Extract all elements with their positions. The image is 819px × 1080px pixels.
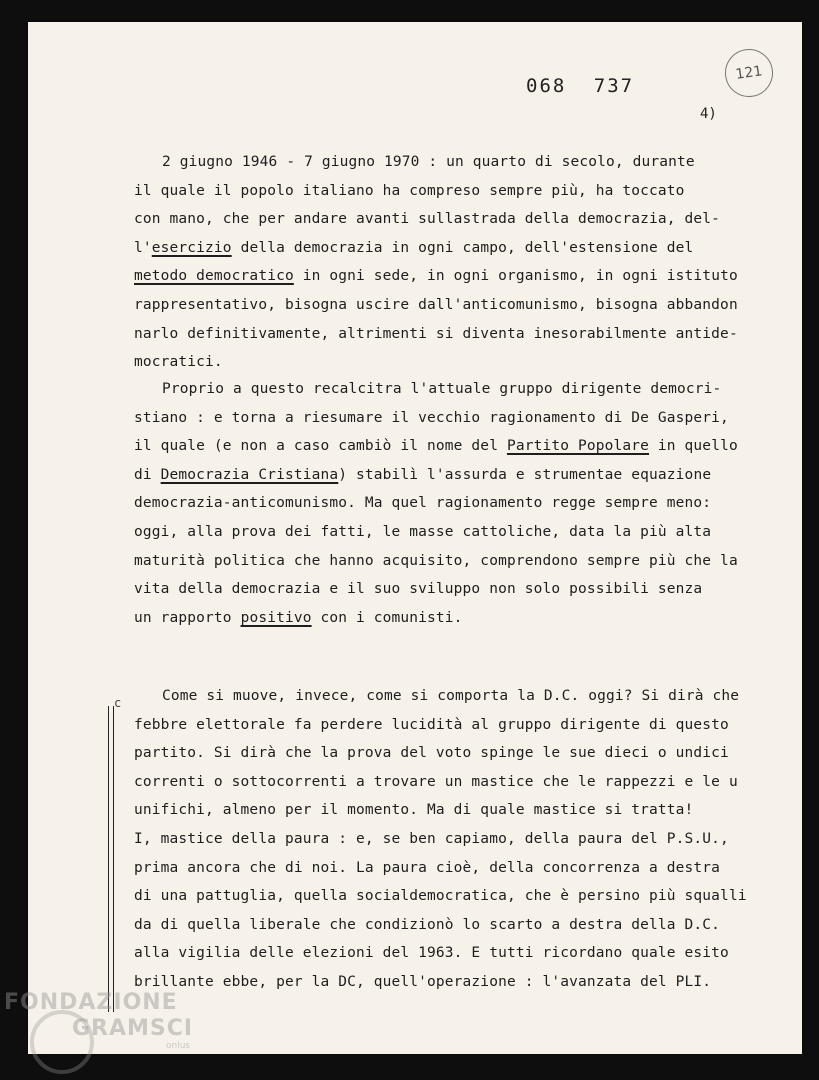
text-segment: il quale (e non a caso cambiò il nome del bbox=[134, 438, 507, 455]
text-line bbox=[134, 917, 720, 933]
text-line bbox=[134, 410, 729, 426]
text-line bbox=[162, 381, 721, 397]
text-segment: democrazia-anticomunismo. Ma quel ragionamento regge sempre meno: bbox=[134, 495, 712, 512]
text-line bbox=[134, 467, 711, 483]
text-line bbox=[134, 183, 685, 199]
watermark-line-1: FONDAZIONE bbox=[4, 990, 178, 1015]
text-line bbox=[134, 354, 223, 370]
typed-text bbox=[28, 22, 802, 1054]
text-segment: con mano, che per andare avanti sullastrada della democrazia, del- bbox=[134, 211, 721, 228]
underlined-phrase: Partito Popolare bbox=[506, 438, 650, 455]
text-segment: con i comunisti. bbox=[311, 609, 463, 626]
text-segment: il quale il popolo italiano ha compreso sempre più, ha toccato bbox=[134, 182, 685, 199]
text-line bbox=[134, 888, 747, 904]
text-segment: l' bbox=[134, 239, 152, 256]
text-segment: narlo definitivamente, altrimenti si diventa inesorabilmente antide- bbox=[134, 325, 738, 342]
text-segment: correnti o sottocorrenti a trovare un mastice che le rappezzi e le u bbox=[134, 773, 738, 790]
text-segment: di una pattuglia, quella socialdemocratica, che è persino più squalli bbox=[134, 888, 747, 905]
text-line bbox=[134, 581, 702, 597]
text-line bbox=[134, 495, 711, 511]
watermark-line-3: onlus bbox=[166, 1041, 191, 1051]
text-segment: in ogni sede, in ogni organismo, in ogni istituto bbox=[293, 268, 738, 285]
text-segment: ) stabilì l'assurda e strumentae equazione bbox=[338, 466, 712, 483]
text-line bbox=[134, 945, 729, 961]
text-segment: mocratici. bbox=[134, 354, 223, 371]
text-segment: da di quella liberale che condizionò lo scarto a destra della D.C. bbox=[134, 916, 721, 933]
text-segment: in quello bbox=[649, 438, 738, 455]
text-line bbox=[134, 553, 738, 569]
text-line bbox=[162, 688, 739, 704]
page-number: 4) bbox=[700, 106, 717, 122]
margin-mark: c bbox=[114, 696, 122, 710]
text-line bbox=[134, 297, 738, 313]
text-segment: 2 giugno 1946 - 7 giugno 1970 : un quarto di secolo, durante bbox=[162, 154, 695, 170]
text-line bbox=[134, 326, 738, 342]
underlined-phrase: positivo bbox=[240, 609, 312, 626]
text-segment: unifichi, almeno per il momento. Ma di quale mastice si tratta! bbox=[134, 802, 694, 819]
watermark bbox=[4, 992, 193, 1051]
text-segment: brillante ebbe, per la DC, quell'operazione : l'avanzata del PLI. bbox=[134, 974, 712, 990]
text-line bbox=[134, 745, 729, 761]
text-segment: un rapporto bbox=[134, 609, 241, 626]
text-line bbox=[134, 524, 711, 540]
underlined-phrase: metodo democratico bbox=[134, 268, 294, 285]
text-line bbox=[134, 774, 738, 790]
archive-stamp-number: 121 bbox=[734, 63, 764, 83]
text-line bbox=[134, 974, 711, 990]
text-line bbox=[134, 438, 738, 454]
text-segment: oggi, alla prova dei fatti, le masse cattoliche, data la più alta bbox=[134, 524, 712, 540]
text-segment: I, mastice della paura : e, se ben capiamo, della paura del P.S.U., bbox=[134, 831, 729, 847]
watermark-line-2: GRAMSCI bbox=[72, 1016, 194, 1041]
text-segment: Come si muove, invece, come si comporta la D.C. oggi? Si dirà che bbox=[162, 688, 740, 704]
text-segment: partito. Si dirà che la prova del voto spinge le sue dieci o undici bbox=[134, 745, 729, 762]
text-line bbox=[134, 717, 729, 733]
text-line bbox=[162, 154, 695, 170]
text-segment: alla vigilia delle elezioni del 1963. E tutti ricordano quale esito bbox=[134, 945, 729, 962]
text-segment: vita della democrazia e il suo sviluppo non solo possibili senza bbox=[134, 581, 703, 598]
text-line bbox=[134, 211, 720, 227]
text-line bbox=[134, 240, 693, 256]
text-segment: rappresentativo, bisogna uscire dall'anticomunismo, bisogna abbandon bbox=[134, 297, 738, 313]
text-line bbox=[134, 610, 463, 626]
text-segment: prima ancora che di noi. La paura cioè, della concorrenza a destra bbox=[134, 859, 721, 876]
underlined-phrase: esercizio bbox=[151, 239, 232, 256]
text-line bbox=[134, 831, 729, 847]
text-segment: Proprio a questo recalcitra l'attuale gruppo dirigente democri- bbox=[162, 381, 722, 397]
text-segment: maturità politica che hanno acquisito, comprendono sempre più che la bbox=[134, 552, 738, 569]
underlined-phrase: Democrazia Cristiana bbox=[160, 466, 339, 483]
text-line bbox=[134, 860, 720, 876]
text-line bbox=[134, 802, 693, 818]
document-number: 068 737 bbox=[526, 75, 635, 97]
text-segment: della democrazia in ogni campo, dell'estensione del bbox=[231, 239, 694, 256]
text-segment: di bbox=[134, 466, 161, 483]
text-segment: stiano : e torna a riesumare il vecchio ragionamento di De Gasperi, bbox=[134, 409, 729, 426]
document-page bbox=[28, 22, 802, 1054]
text-line bbox=[134, 268, 738, 284]
text-segment: febbre elettorale fa perdere lucidità al gruppo dirigente di questo bbox=[134, 716, 729, 733]
